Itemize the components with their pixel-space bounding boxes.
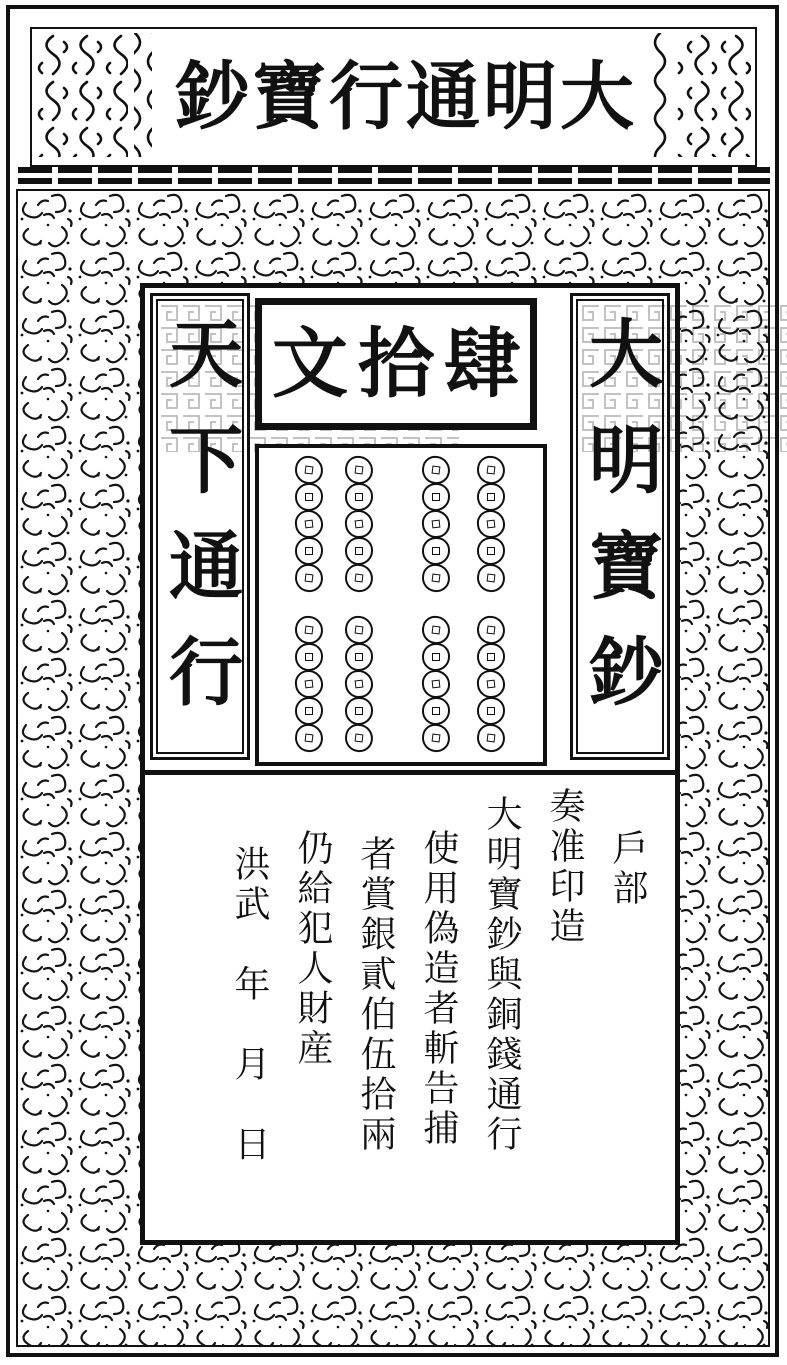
coin-icon: [422, 643, 450, 671]
coin-hole: [355, 653, 363, 661]
coin-icon: [420, 562, 451, 593]
coin-icon: [343, 562, 374, 593]
coin-hole: [487, 734, 496, 743]
inner-panel: [140, 283, 680, 1245]
coin-icon: [475, 562, 506, 593]
coin-hole: [487, 626, 496, 635]
decree-column: 大明寶鈔與銅錢通行: [481, 795, 522, 1155]
coin-icon: [343, 454, 374, 485]
coin-hole: [487, 574, 496, 583]
upper-section: [145, 288, 675, 775]
date-column: 洪武 年 月 日: [229, 845, 270, 1165]
coin-hole: [355, 493, 363, 501]
coin-icon: [475, 454, 506, 485]
coin-icon: [295, 537, 323, 565]
coin-hole: [432, 547, 440, 555]
coin-hole: [305, 574, 314, 583]
horizontal-rule: [18, 178, 770, 184]
coin-icon: [420, 722, 451, 753]
cloud-scroll-icon: [651, 33, 751, 157]
coin-icon: [294, 669, 325, 700]
coin-icon: [343, 722, 374, 753]
coin-icon: [345, 537, 373, 565]
coin-icon: [295, 483, 323, 511]
decree-text: [187, 787, 659, 1225]
coin-icon: [420, 454, 451, 485]
coin-hole: [305, 734, 314, 743]
denomination-char: 肆: [444, 319, 520, 408]
coin-icon: [344, 669, 375, 700]
seal-script-text: 天下通行: [157, 314, 243, 739]
coin-icon: [475, 722, 506, 753]
coin-hole: [305, 626, 314, 635]
coin-hole: [305, 680, 314, 689]
decree-panel: [145, 775, 675, 1235]
coin-hole: [432, 626, 441, 635]
coin-icon: [344, 509, 375, 540]
coin-hole: [432, 707, 440, 715]
coin-icon: [421, 669, 452, 700]
decree-column: 者賞銀貳伯伍拾兩: [355, 835, 396, 1155]
coin-string: [295, 616, 325, 752]
coin-icon: [477, 483, 505, 511]
coin-string: [345, 616, 375, 752]
title-char: 鈔: [175, 54, 249, 140]
title-char: 行: [329, 54, 403, 140]
coin-column: [422, 448, 452, 762]
coin-icon: [345, 643, 373, 671]
coin-hole: [487, 653, 495, 661]
coin-icon: [476, 669, 507, 700]
coin-icon: [422, 483, 450, 511]
decree-column: 奏准印造: [544, 787, 585, 947]
coin-hole: [305, 707, 313, 715]
coin-hole: [432, 493, 440, 501]
seal-script-text: 大明寶鈔: [577, 314, 663, 739]
coin-string: [295, 456, 325, 592]
coin-icon: [295, 697, 323, 725]
coin-hole: [355, 547, 363, 555]
coin-hole: [432, 734, 441, 743]
coin-hole: [432, 520, 441, 529]
denomination-char: 拾: [358, 319, 434, 408]
coin-icon: [477, 537, 505, 565]
coin-string: [477, 456, 507, 592]
coin-hole: [305, 547, 313, 555]
title-char: 通: [406, 54, 480, 140]
coin-hole: [487, 466, 496, 475]
coin-icon: [477, 643, 505, 671]
title-char: 明: [483, 54, 557, 140]
coin-icon: [476, 509, 507, 540]
coin-icon: [343, 614, 374, 645]
note-title: [162, 29, 647, 165]
coin-hole: [355, 520, 364, 529]
denomination-char: 文: [272, 319, 348, 408]
coin-icon: [293, 614, 324, 645]
coin-hole: [305, 493, 313, 501]
coin-hole: [432, 466, 441, 475]
title-char: 寶: [252, 54, 326, 140]
coin-hole: [432, 653, 440, 661]
coin-icon: [293, 562, 324, 593]
cloud-scroll-icon: [36, 33, 158, 157]
coin-hole: [355, 466, 364, 475]
coin-icon: [345, 483, 373, 511]
coin-icon: [294, 509, 325, 540]
decree-column: 仍給犯人財産: [292, 829, 333, 1069]
title-char: 大: [560, 54, 634, 140]
horizontal-rule: [18, 167, 770, 173]
coin-hole: [355, 680, 364, 689]
coin-string: [345, 456, 375, 592]
coin-strings-diagram: [255, 444, 547, 766]
coin-hole: [487, 680, 496, 689]
coin-hole: [487, 547, 495, 555]
coin-icon: [422, 697, 450, 725]
coin-column: [477, 448, 507, 762]
coin-hole: [487, 520, 496, 529]
coin-string: [477, 616, 507, 752]
coin-icon: [422, 537, 450, 565]
coin-hole: [305, 466, 314, 475]
coin-column: [345, 448, 375, 762]
coin-hole: [487, 493, 495, 501]
title-panel: [30, 27, 757, 167]
coin-string: [422, 616, 452, 752]
coin-hole: [432, 680, 441, 689]
coin-hole: [355, 707, 363, 715]
decree-column: 使用偽造者斬告捕: [418, 829, 459, 1149]
coin-column: [295, 448, 325, 762]
seal-panel-left: [150, 293, 250, 760]
coin-icon: [477, 697, 505, 725]
coin-hole: [305, 653, 313, 661]
seal-panel-right: [570, 293, 670, 760]
coin-icon: [420, 614, 451, 645]
coin-hole: [355, 734, 364, 743]
coin-hole: [432, 574, 441, 583]
coin-hole: [487, 707, 495, 715]
coin-icon: [421, 509, 452, 540]
denomination-box: [255, 298, 537, 430]
coin-icon: [295, 643, 323, 671]
coin-icon: [475, 614, 506, 645]
coin-icon: [345, 697, 373, 725]
coin-string: [422, 456, 452, 592]
coin-hole: [355, 574, 364, 583]
coin-hole: [305, 520, 314, 529]
coin-icon: [293, 722, 324, 753]
coin-icon: [293, 454, 324, 485]
coin-hole: [355, 626, 364, 635]
decree-column: 戶部: [607, 829, 648, 909]
